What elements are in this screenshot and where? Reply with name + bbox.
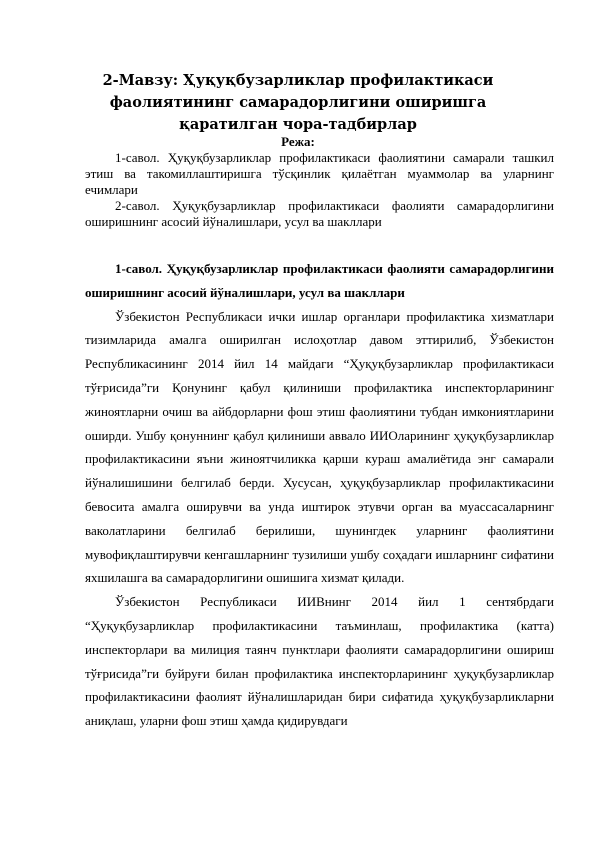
plan-list bbox=[85, 150, 554, 230]
plan-heading: Режа: bbox=[281, 134, 315, 149]
plan-item-1: 1-савол. Ҳуқуқбузарликлар профилактикаси фаолиятини самарали ташкил этиш ва такомиллаштиришга тўсқинлик қилаётган муаммолар ва уларнинг ечимлари bbox=[85, 150, 554, 197]
body-paragraph-2: Ўзбекистон Республикаси ИИВнинг 2014 йил 1 сентябрдаги “Ҳуқуқбузарликлар профилактикасини таъминлаш, профилактика (катта) инспекторлари ва милиция таянч пунктлари фаолияти самарадорлигини ошириш тўғрисида”ги буйруғи билан профилактика инспекторларининг ҳуқуқбузарликлар профилактикасини фаолият йўналишларидан бири сифатида ҳуқуқбузарликларни аниқлаш, уларни фош этиш ҳамда қидирувдаги bbox=[85, 594, 554, 729]
document-title: 2-Мавзу: Ҳуқуқбузарликлар профилактикаси фаолиятининг самарадорлигини оширишга қаратилган чора-тадбирлар bbox=[102, 72, 494, 133]
document-body bbox=[85, 257, 554, 733]
section-heading: 1-савол. Ҳуқуқбузарликлар профилактикаси фаолияти самарадорлигини оширишнинг асосий йўналишлари, усул ва шакллари bbox=[85, 261, 554, 300]
body-paragraph-1: Ўзбекистон Республикаси ички ишлар органлари профилактика хизматлари тизимларида амалга оширилган ислоҳотлар давом эттирилиб, Ўзбекистон Республикасининг 2014 йил 14 майдаги “Ҳуқуқбузарликлар профилактикаси тўғрисида”ги Қонунинг қабул қилиниши профилактика инспекторларининг жиноятларни очиш ва айбдорларни фош этиш фаолиятини тубдан имкониятларини оширди. Ушбу қонуннинг қабул қилиниши аввало ИИОларининг ҳуқуқбузарликлар профилактикасини яъни жиноятчиликка қарши кураш амалиётида энг самарали йўналишишини белгилаб берди. Хусусан, ҳуқуқбузарликлар профилактикасини бевосита амалга оширувчи ва унда иштирок этувчи орган ва муассасаларнинг ваколатларини белгилаб берилиши, шунингдек уларнинг фаолиятини мувофиқлаштирувчи кенгашларнинг тузилиши ушбу соҳадаги ишларнинг сифатини яхшилашга ва самарадорлигини ошишига хизмат қилади. bbox=[85, 308, 554, 586]
plan-item-2: 2-савол. Ҳуқуқбузарликлар профилактикаси фаолияти самарадорлигини оширишнинг асосий йўналишлари, усул ва шакллари bbox=[85, 198, 554, 229]
